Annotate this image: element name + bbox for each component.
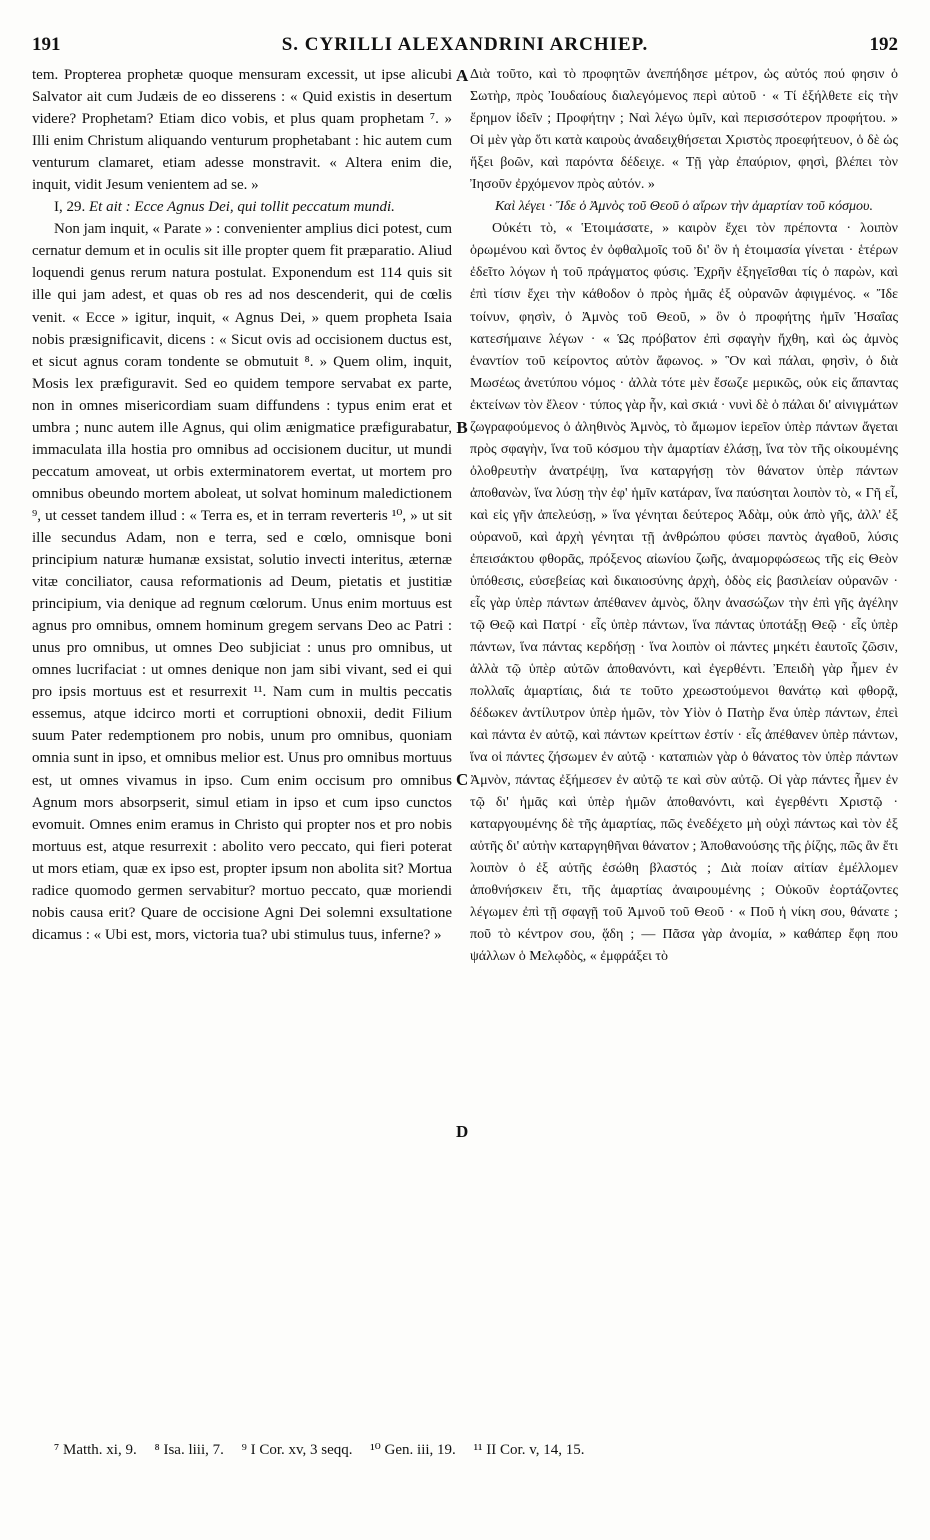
- latin-heading: [32, 196, 452, 218]
- latin-column: [32, 64, 452, 1439]
- footnote-8: ⁸ Isa. liii, 7.: [154, 1442, 224, 1458]
- margin-mark-a: A: [456, 66, 469, 85]
- greek-paragraph-1: Διὰ τοῦτο, καὶ τὸ προφητῶν ἀνεπήδησε μέτρον, ὡς αὐτός πού φησιν ὁ Σωτὴρ, πρὸς Ἰουδαίους διαλεγόμενος περὶ αὐτοῦ · « Τί ἐξήλθετε εἰς τὴν ἔρημον ἰδεῖν ; Προφήτην ; Ναὶ λέγω ὑμῖν, καὶ περισσότερον προφήτου. » Οἱ μὲν γὰρ ὅτι κατὰ καιροὺς ἀναδειχθήσεται Χριστὸς προεφήτευον, ὁ δὲ ὡς ἥξει βοῶν, καὶ παρόντα δέδειχε. « Τῇ γὰρ ἐπαύριον, φησὶ, βλέπει τὸν Ἰησοῦν ἐρχόμενον πρὸς αὐτόν. »: [470, 67, 898, 193]
- footnote-11: ¹¹ II Cor. v, 14, 15.: [473, 1442, 585, 1458]
- greek-heading: Καὶ λέγει · Ἴδε ὁ Ἀμνὸς τοῦ Θεοῦ ὁ αἴρων τὴν ἁμαρτίαν τοῦ κόσμου.: [495, 199, 873, 215]
- page-number-left: 191: [32, 34, 61, 55]
- margin-mark-d: D: [456, 1122, 469, 1141]
- footnotes: [54, 1440, 904, 1459]
- latin-paragraph-2: Non jam inquit, « Parate » : convenienter amplius dici potest, cum cernatur demum et in oculis sit ille propter quem fit præparatio. Aliud loquendi genus rerum natura postulat. Exponendum est 114 quis sit ille qui jam adest, et quas ob res ad nos descenderit, qui de cœlis venit. « Ecce » igitur, inquit, « Agnus Dei, » quem propheta Isaia nobis præsignificavit, dicens : « Sicut ovis ad occisionem ductus est, et sicut agnus coram tondente se obmutuit ⁸. » Quem olim, inquit, Mosis lex præfiguravit. Sed eo quidem tempore servabat ex parte, non in omnes misericordiam suam diffundens : typus enim erat et umbra ; nunc autem ille Agnus, qui olim ænigmatice præfigurabatur, immaculata illa hostia pro omnibus ad occisionem ducitur, ut mundi peccatum amoveat, ut orbis exterminatorem evertat, ut mortem pro omnibus obeundo mortem aboleat, ut solvat hominum maledictionem ⁹, ut cesset tandem illud : « Terra es, et in terram reverteris ¹⁰, » ut sit ille secundus Adam, non e terra, sed e cœlo, omnisque boni principium naturæ humanæ exsistat, solutio invecti interitus, æternæ vitæ conciliator, causa reformationis ad Deum, pietatis et justitiæ principium, via denique ad regnum cœlorum. Unus enim mortuus est agnus pro omnibus, omnem hominum gregem servans Deo ac Patri : unus pro omnibus, ut omnes Deo subjiciat : unus pro omnibus, ut omnes lucrifaciat : ut omnes denique non jam sibi vivant, sed ei qui pro ipsis mortuus est et resurrexit ¹¹. Nam cum in multis peccatis essemus, atque idcirco morti et corruptioni obnoxii, dedit Filium suum Pater redemptionem pro nobis, unum pro omnibus, quoniam omnia sunt in ipso, et omnibus melior est. Unus pro omnibus mortuus est, ut omnes vivamus in ipso. Cum enim occisum pro omnibus Agnum mors absorpserit, simul etiam in ipso et cum ipso cunctos evomuit. Omnes enim eramus in Christo qui propter nos et pro nobis mortuus est, atque resurrexit : abolito vero peccato, qui fieri poterat ut mors etiam, quæ ex ipso est, propter ipsum non abolita sit? Mortua radice quomodo germen servabitur? mortuo peccato, quæ moriendi nobis causa erit? Quare de occisione Agni Dei solemni exsultatione dicamus : « Ubi est, mors, victoria tua? ubi stimulus tuus, inferne? »: [32, 221, 452, 943]
- latin-paragraph-1: tem. Propterea prophetæ quoque mensuram excessit, ut ipse alicubi Salvator ait cum Judæis de eo disserens : « Quid existis in desertum videre? Prophetam? Etiam dico vobis, et plus quam prophetam ⁷. » Illi enim Christum aliquando venturum prophetabant : hic autem cum venturum clamaret, etiam adesse monstravit. « Altera enim die, inquit, vidit Jesum venientem ad se. »: [32, 67, 452, 194]
- margin-mark-c: C: [456, 770, 469, 789]
- greek-paragraph-2: Οὐκέτι τὸ, « Ἑτοιμάσατε, » καιρὸν ἔχει τὸν πρέποντα · λοιπὸν ὁρωμένου καὶ ὄντος ἐν ὀφθαλμοῖς τοῦ δι' ὃν ἡ ἑτοιμασία γίνεται · ἑτέρων ἐδεῖτο λόγων ἡ τοῦ πράγματος φύσις. Ἐχρῆν ἐξηγεῖσθαι τίς ὁ παρὼν, καὶ ἐπὶ τίσιν ἔχει τὴν κάθοδον ὁ πρὸς ἡμᾶς ἐξ οὐρανῶν ἀφιγμένος. « Ἴδε τοίνυν, φησὶν, ὁ Ἀμνὸς τοῦ Θεοῦ, » ὃν ὁ προφήτης ἡμῖν Ἡσαΐας κατεσήμαινε λέγων · « Ὡς πρόβατον ἐπὶ σφαγὴν ἤχθη, καὶ ὡς ἀμνὸς ἐναντίον τοῦ κείροντος αὐτὸν ἄφωνος. » Ὃν καὶ πάλαι, φησὶν, ὁ διὰ Μωσέως ἀνετύπου νόμος · ἀλλὰ τότε μὲν ἔσωζε μερικῶς, οὐκ εἰς ἅπαντας ἐκτείνων τὸν ἔλεον · τύπος γὰρ ἦν, καὶ σκιά · νυνὶ δὲ ὁ πάλαι δι' αἰνιγμάτων ζωγραφούμενος ὁ ἀληθινὸς Ἀμνὸς, τὸ ἄμωμον ἱερεῖον ὑπὲρ πάντων ἄγεται πρὸς σφαγὴν, ἵνα τοῦ κόσμου τὴν ἁμαρτίαν ἐλάσῃ, ἵνα τὸν τῆς οἰκουμένης ὀλοθρευτὴν ἀνατρέψῃ, ἵνα καταργήσῃ τὸν θάνατον ὑπὲρ πάντων ἀποθανὼν, ἵνα λύσῃ τὴν ἐφ' ἡμῖν κατάραν, ἵνα παύσηται λοιπὸν τὸ, « Γῆ εἶ, καὶ εἰς γῆν ἀπελεύσῃ, » ἵνα γένηται δεύτερος Ἀδὰμ, οὐκ ἀπὸ γῆς, ἀλλ' ἐξ οὐρανοῦ, καὶ ἀρχὴ γένηται τῇ ἀνθρώπου φύσει παντὸς ἀγαθοῦ, λύσις ἐπεισάκτου φθορᾶς, πρόξενος αἰωνίου ζωῆς, ἀναμορφώσεως τῆς εἰς Θεὸν ὑπόθεσις, εὐσεβείας καὶ δικαιοσύνης ἀρχὴ, ὁδὸς εἰς βασιλείαν οὐρανῶν · εἷς γὰρ ὑπὲρ πάντων ἀπέθανεν ἀμνὸς, ὅλην ἀνασώζων τὴν ἐπὶ γῆς ἀγέλην τῷ Θεῷ καὶ Πατρί · εἷς ὑπὲρ πάντων, ἵνα πάντας ὑποτάξῃ Θεῷ · εἷς ὑπὲρ πάντων, ἵνα πάντας κερδήσῃ · ἵνα λοιπὸν οἱ πάντες μηκέτι ἑαυτοῖς ζῶσιν, ἀλλὰ τῷ ὑπὲρ αὐτῶν ἀποθανόντι, καὶ ἐγερθέντι. Ἐπειδὴ γὰρ ἦμεν ἐν πολλαῖς ἁμαρτίαις, διά τε τοῦτο χρεωστούμενοι θανάτῳ καὶ φθορᾷ, δέδωκεν ἀντίλυτρον ὑπὲρ ἡμῶν, τὸν Υἱὸν ὁ Πατὴρ ἕνα ὑπὲρ πάντων, ἐπεὶ καὶ πάντα ἐν αὐτῷ, καὶ πάντων κρείττων ἐστίν · εἷς ἀπέθανεν ὑπὲρ πάντων, ἵνα οἱ πάντες ζήσωμεν ἐν αὐτῷ · καταπιὼν γὰρ ὁ θάνατος τὸν ὑπὲρ πάντων Ἀμνὸν, πάντας ἐξήμεσεν ἐν αὐτῷ τε καὶ σὺν αὐτῷ. Οἱ γὰρ πάντες ἦμεν ἐν τῷ δι' ἡμᾶς καὶ ὑπὲρ ἡμῶν ἀποθανόντι, καὶ ἐγερθέντι Χριστῷ · καταργουμένης δὲ τῆς ἁμαρτίας, πῶς ἐνεδέχετο μὴ οὐχὶ πάντως καὶ τὸν ἐξ αὐτῆς δι' αὐτὴν καταργηθῆναι θάνατον ; Ἀποθανούσης τῆς ῥίζης, πῶς ἂν ἔτι λοιπὸν ὁ ἐξ αὐτῆς ἐσώθη βλαστός ; Διὰ ποίαν αἰτίαν ἐμέλλομεν ἀποθνήσκειν ἔτι, τῆς ἁμαρτίας ἀναιρουμένης ; Οὐκοῦν ἑορτάζοντες λέγωμεν ἐπὶ τῇ σφαγῇ τοῦ Ἀμνοῦ τοῦ Θεοῦ · « Ποῦ ἡ νίκη σου, θάνατε ; ποῦ τὸ κέντρον σου, ᾅδη ; — Πᾶσα γὰρ ἀνομία, » καθάπερ ἔφη που ψάλλων ὁ Μελῳδὸς, « ἐμφράξει τὸ: [470, 221, 898, 964]
- verse-reference: I, 29.: [54, 199, 86, 216]
- running-title: S. CYRILLI ALEXANDRINI ARCHIEP.: [281, 34, 649, 55]
- footnote-7: ⁷ Matth. xi, 9.: [54, 1442, 137, 1458]
- footnote-9: ⁹ I Cor. xv, 3 seqq.: [241, 1442, 353, 1458]
- verse-text: Et ait : Ecce Agnus Dei, qui tollit peccatum mundi.: [89, 199, 395, 216]
- footnote-10: ¹⁰ Gen. iii, 19.: [370, 1442, 456, 1458]
- greek-column: [470, 64, 898, 1439]
- margin-mark-b: B: [456, 418, 468, 437]
- page-header: [32, 34, 898, 58]
- page-number-right: 192: [869, 34, 898, 55]
